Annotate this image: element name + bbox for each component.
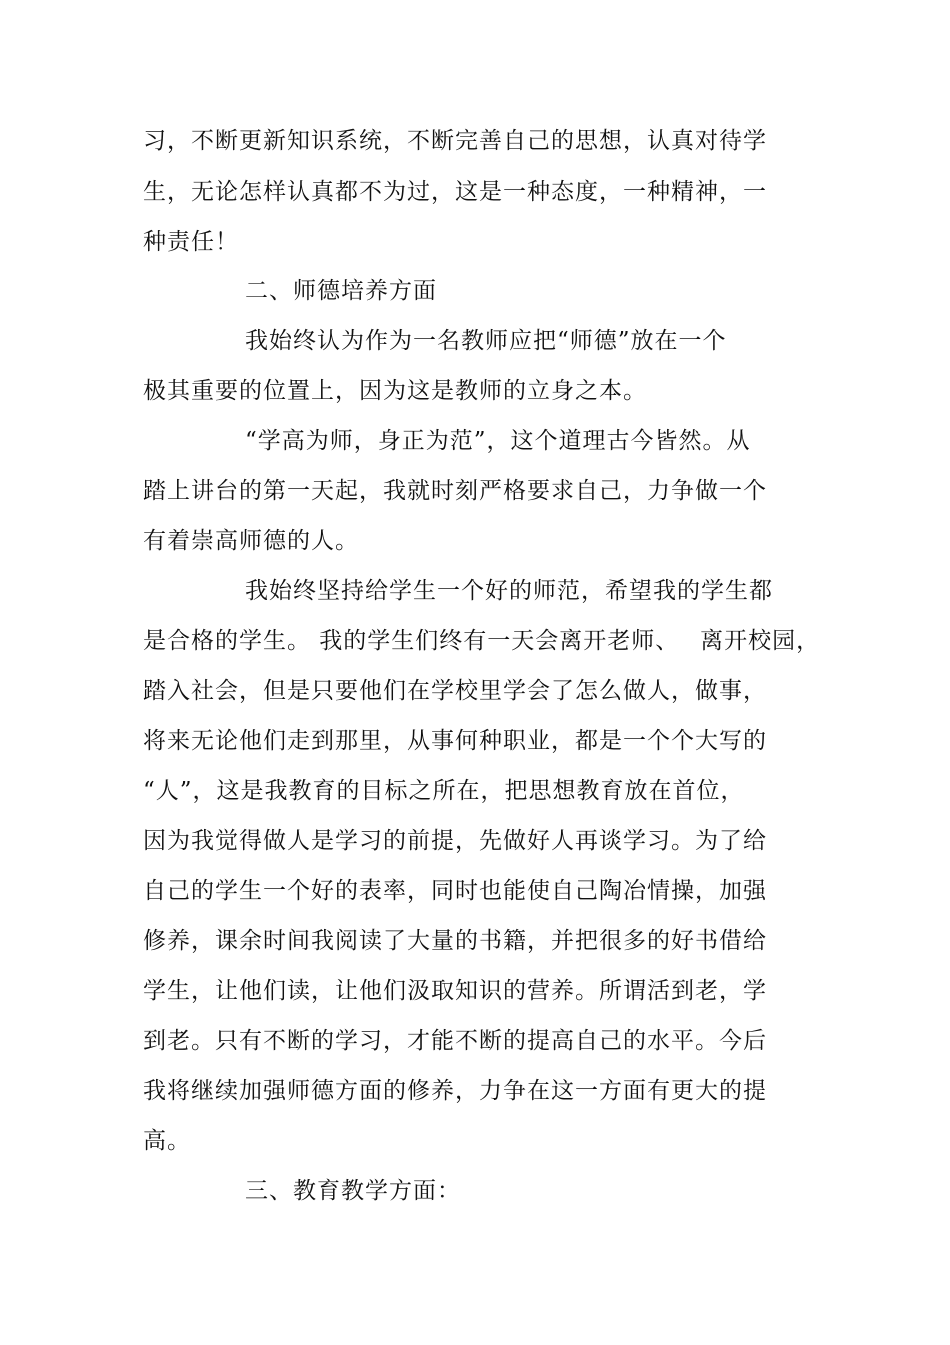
text-line: 我始终坚持给学生一个好的师范，希望我的学生都 <box>245 578 773 604</box>
text-line: 有着崇高师德的人。 <box>143 528 359 554</box>
text-line: “人”，这是我教育的目标之所在，把思想教育放在首位， <box>143 778 745 804</box>
text-line: 是合格的学生。 我的学生们终有一天会离开老师、 离开校园， <box>143 628 821 654</box>
text-line: 种责任！ <box>143 229 239 255</box>
text-line: 踏入社会，但是只要他们在学校里学会了怎么做人，做事， <box>143 678 767 704</box>
text-line: 将来无论他们走到那里，从事何种职业，都是一个个大写的 <box>143 728 767 754</box>
text-line: “学高为师，身正为范”，这个道理古今皆然。从 <box>245 428 751 454</box>
section-heading: 二、师德培养方面 <box>245 278 437 304</box>
text-line: 踏上讲台的第一天起，我就时刻严格要求自己，力争做一个 <box>143 478 767 504</box>
text-line: 到老。只有不断的学习，才能不断的提高自己的水平。今后 <box>143 1028 767 1054</box>
text-line: 生，无论怎样认真都不为过，这是一种态度，一种精神，一 <box>143 179 767 205</box>
text-line: 极其重要的位置上，因为这是教师的立身之本。 <box>143 378 647 404</box>
text-line: 修养，课余时间我阅读了大量的书籍，并把很多的好书借给 <box>143 928 767 954</box>
text-line: 我将继续加强师德方面的修养，力争在这一方面有更大的提 <box>143 1078 767 1104</box>
text-line: 高。 <box>143 1128 191 1154</box>
text-line: 学生，让他们读，让他们汲取知识的营养。所谓活到老，学 <box>143 978 767 1004</box>
text-line: 习，不断更新知识系统，不断完善自己的思想，认真对待学 <box>143 128 767 154</box>
text-line: 自己的学生一个好的表率，同时也能使自己陶冶情操，加强 <box>143 878 767 904</box>
section-heading: 三、教育教学方面： <box>245 1178 461 1204</box>
text-line: 因为我觉得做人是学习的前提，先做好人再谈学习。为了给 <box>143 828 767 854</box>
text-line: 我始终认为作为一名教师应把“师德”放在一个 <box>245 328 727 354</box>
